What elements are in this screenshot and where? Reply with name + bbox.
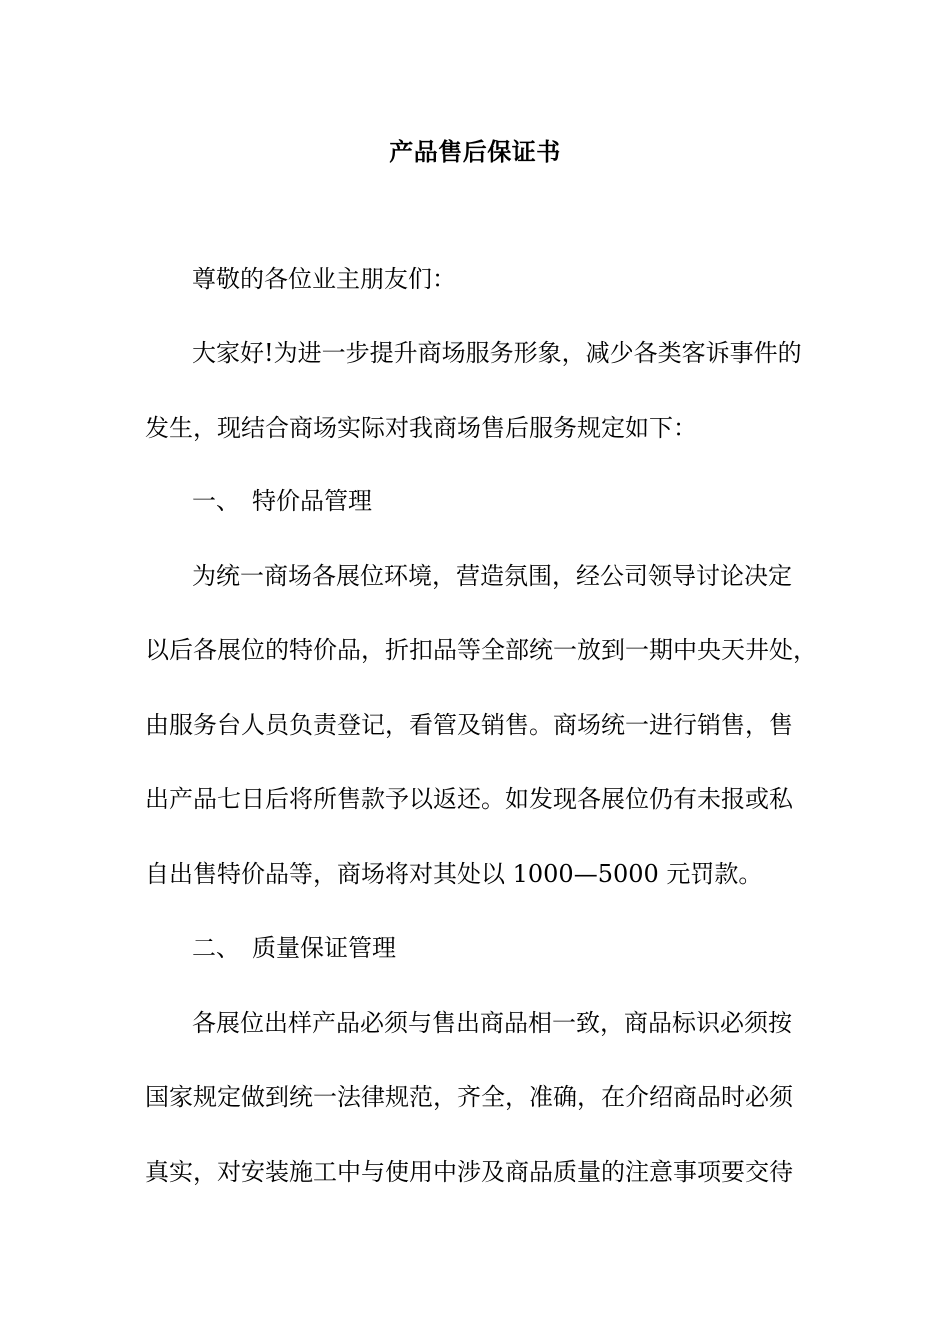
intro-line-1: 大家好!为进一步提升商场服务形象，减少各类客诉事件的 — [192, 339, 802, 367]
section1-line-5: 自出售特价品等，商场将对其处以 1000—5000 元罚款。 — [145, 860, 763, 888]
section2-line-1: 各展位出样产品必须与售出商品相一致，商品标识必须按 — [192, 1009, 792, 1037]
section1-line-2: 以后各展位的特价品，折扣品等全部统一放到一期中央天井处， — [145, 636, 817, 664]
section-number: 二、 — [192, 934, 240, 962]
section1-line-3: 由服务台人员负责登记，看管及销售。商场统一进行销售，售 — [145, 711, 793, 739]
section-heading-1 — [192, 483, 372, 519]
document-title: 产品售后保证书 — [389, 137, 561, 166]
section-heading-2 — [192, 930, 396, 966]
section2-line-2: 国家规定做到统一法律规范，齐全，准确，在介绍商品时必须 — [145, 1083, 793, 1111]
section1-line-1: 为统一商场各展位环境，营造氛围，经公司领导讨论决定 — [192, 562, 792, 590]
section1-line-4: 出产品七日后将所售款予以返还。如发现各展位仍有未报或私 — [145, 785, 793, 813]
salutation: 尊敬的各位业主朋友们： — [192, 265, 456, 293]
section-heading-text: 质量保证管理 — [252, 934, 396, 962]
section2-line-3: 真实，对安装施工中与使用中涉及商品质量的注意事项要交待 — [145, 1158, 793, 1186]
intro-line-2: 发生，现结合商场实际对我商场售后服务规定如下： — [145, 414, 697, 442]
section-heading-text: 特价品管理 — [252, 487, 372, 515]
section-number: 一、 — [192, 487, 240, 515]
